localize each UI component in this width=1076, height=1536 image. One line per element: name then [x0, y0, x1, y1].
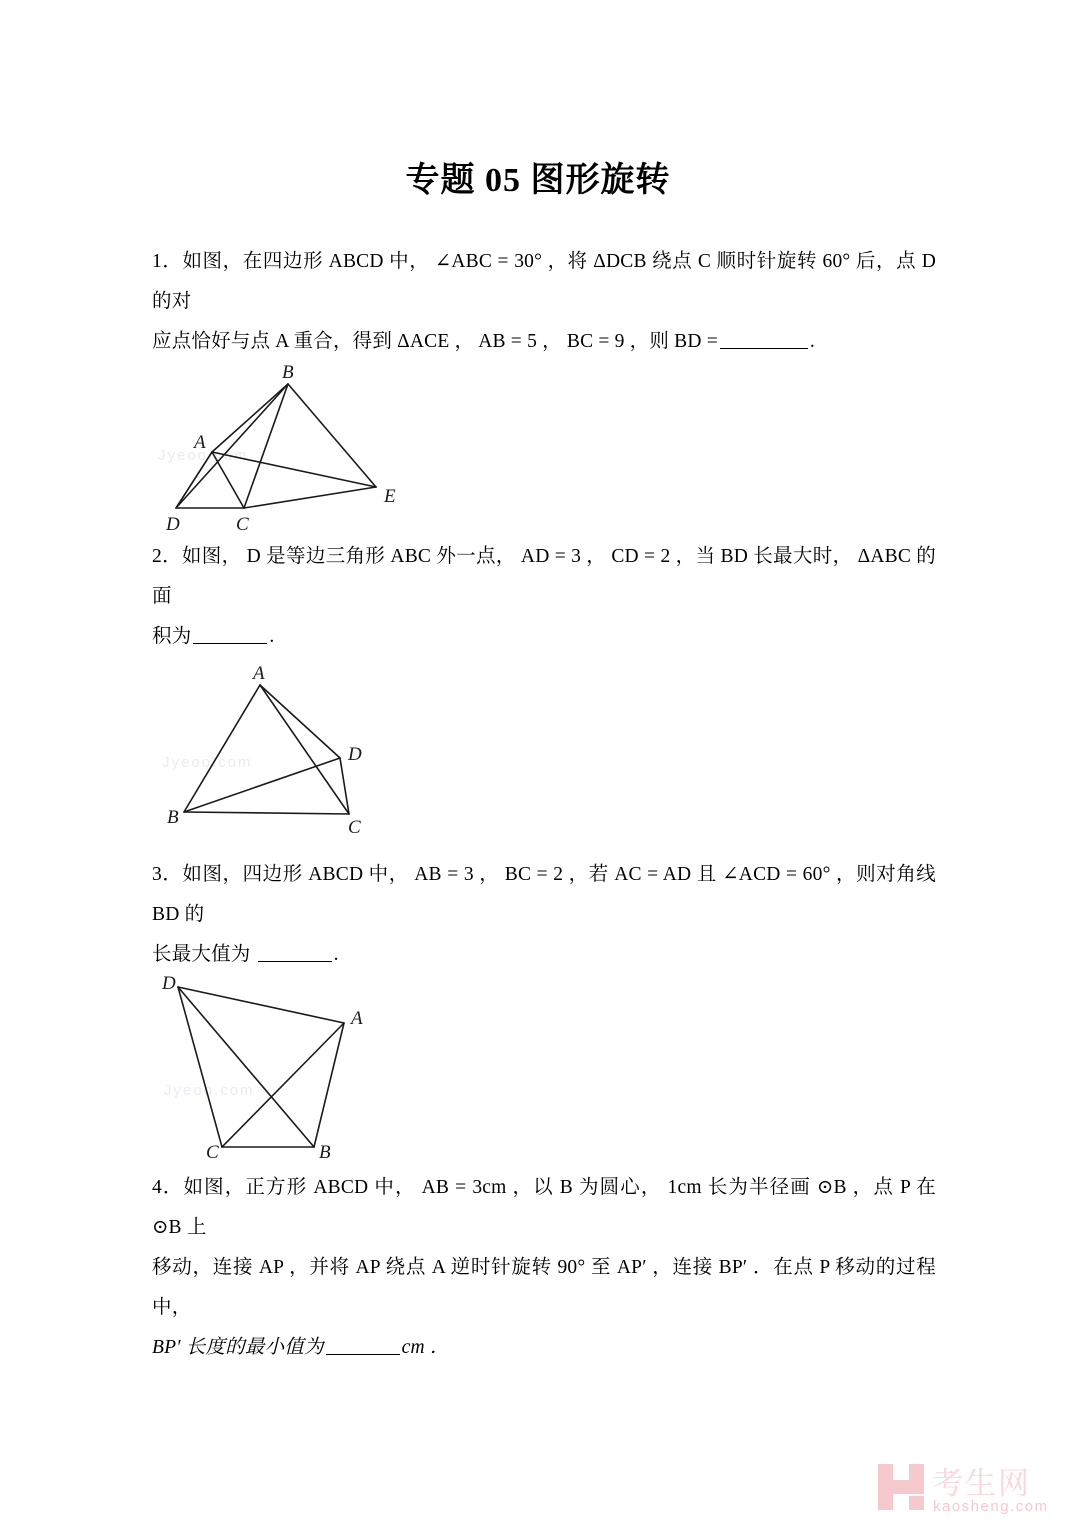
question-1-line-2: [152, 322, 936, 362]
question-4-text: [152, 1168, 936, 1368]
figure-q3-label-C: C: [206, 1142, 219, 1160]
question-3-line-2-text: 长最大值为: [152, 944, 251, 965]
document-content: [152, 242, 936, 1368]
figure-q3-label-D: D: [162, 975, 176, 994]
figure-q2-lines: [184, 685, 349, 814]
figure-q2-label-B: B: [167, 807, 179, 828]
figure-q1-label-B: B: [282, 362, 294, 383]
question-3-text: [152, 855, 936, 975]
figure-q2-watermark: Jyeoo.com: [162, 754, 253, 771]
question-2-period: .: [269, 626, 275, 647]
question-1-text: [152, 242, 936, 362]
answer-blank-3[interactable]: [258, 947, 332, 962]
figure-q1-watermark: Jyeoo.com: [158, 447, 249, 464]
figure-q1-lines: [176, 384, 376, 508]
question-3-line-1: 3．如图，四边形 ABCD 中， AB = 3 ， BC = 2 ，若 AC = AD 且 ∠ACD = 60° ，则对角线 BD 的: [152, 864, 936, 925]
brand-name-chinese: 考生网: [932, 1466, 1031, 1501]
figure-q1-label-A: A: [194, 432, 206, 453]
question-1-line-1: 1．如图，在四边形 ABCD 中， ∠ABC = 30° ，将 ΔDCB 绕点 C 顺时针旋转 60° 后，点 D 的对: [152, 251, 936, 312]
figure-q2-label-D: D: [348, 744, 362, 765]
figure-q2-svg: [152, 657, 452, 847]
question-3-line-2: [152, 935, 936, 975]
question-2-line-2-text: 积为: [152, 626, 192, 647]
figure-q1-label-E: E: [384, 486, 396, 507]
answer-blank-1[interactable]: [720, 334, 808, 349]
question-4-line-2: 移动，连接 AP ，并将 AP 绕点 A 逆时针旋转 90° 至 AP′ ，连接 BP′ ．在点 P 移动的过程中，: [152, 1257, 936, 1318]
page-title: 专题 05 图形旋转: [405, 162, 671, 199]
question-4-line-3-text: BP′ 长度的最小值为: [152, 1337, 324, 1358]
question-2-line-1: 2．如图， D 是等边三角形 ABC 外一点， AD = 3 ， CD = 2 ，当 BD 长最大时， ΔABC 的面: [152, 546, 936, 607]
figure-q2-label-A: A: [253, 663, 265, 684]
answer-blank-2[interactable]: [193, 629, 267, 644]
figure-q2-label-C: C: [348, 817, 361, 838]
question-4-line-1: 4．如图，正方形 ABCD 中， AB = 3cm ，以 B 为圆心， 1cm 长为半径画 ⊙B ，点 P 在 ⊙B 上: [152, 1177, 936, 1238]
question-3-period: .: [333, 944, 339, 965]
brand-logo-icon: [878, 1464, 924, 1510]
figure-q3-label-B: B: [319, 1142, 331, 1160]
figure-q3-watermark: Jyeoo.com: [164, 1082, 255, 1099]
figure-q3: [152, 975, 936, 1160]
spacer-after-figure-2: [152, 847, 936, 855]
question-1-line-2-text: 应点恰好与点 A 重合，得到 ΔACE ， AB = 5 ， BC = 9 ，则 BD =: [152, 331, 718, 352]
brand-name-english: kaosheng.com: [933, 1498, 1049, 1515]
figure-q1-label-C: C: [236, 514, 249, 535]
question-1-period: .: [809, 331, 815, 352]
brand-watermark: [870, 1456, 1060, 1530]
figure-q1-svg: [152, 362, 452, 537]
spacer-after-figure-3: [152, 1160, 936, 1168]
figure-q3-label-A: A: [351, 1008, 363, 1029]
answer-blank-4[interactable]: [326, 1340, 400, 1355]
figure-q1-label-D: D: [166, 514, 180, 535]
figure-q3-lines: [178, 987, 344, 1147]
figure-q2: [152, 657, 936, 847]
question-4-unit: cm ．: [401, 1337, 450, 1358]
question-4-line-3: [152, 1328, 936, 1368]
figure-q3-svg: [152, 975, 452, 1160]
question-2-text: [152, 537, 936, 657]
figure-q1: [152, 362, 936, 537]
question-2-line-2: [152, 617, 936, 657]
